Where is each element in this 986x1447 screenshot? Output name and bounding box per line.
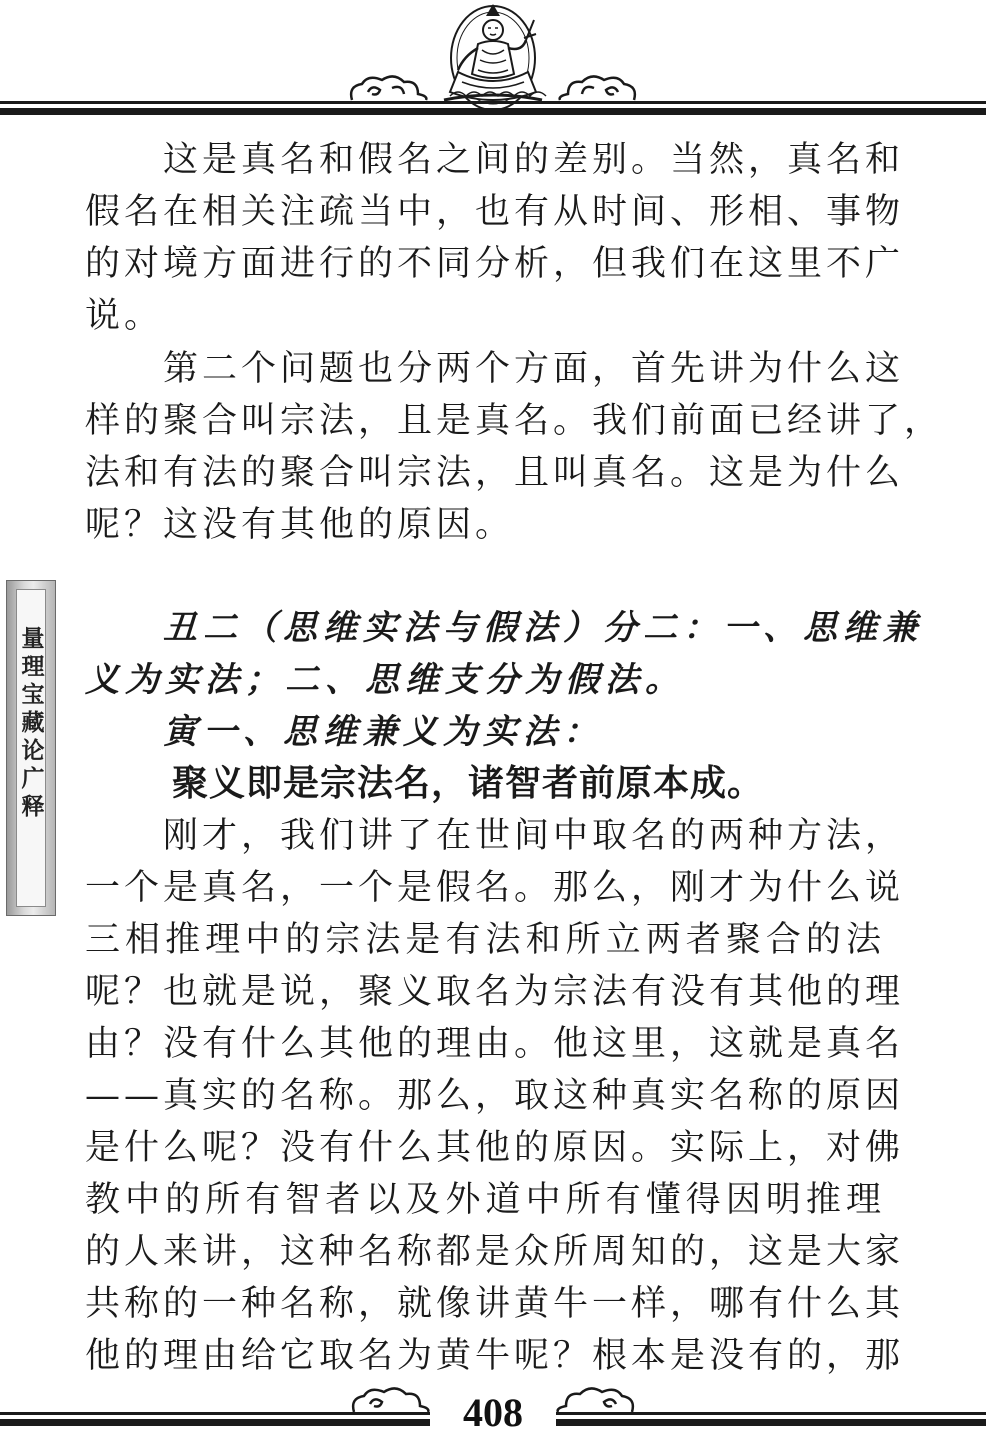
text-line: 由？没有什么其他的理由。他这里，这就是真名 [85, 1024, 905, 1064]
text-line: 共称的一种名称，就像讲黄牛一样，哪有什么其 [85, 1284, 905, 1324]
text-line: 说。 [85, 296, 164, 336]
text-line: ——真实的名称。那么，取这种真实名称的原因 [85, 1076, 905, 1116]
cloud-scroll-right-icon [558, 1388, 633, 1412]
cloud-scroll-left-icon [353, 1388, 428, 1412]
text-line: 呢？这没有其他的原因。 [85, 505, 515, 545]
text-line: 教中的所有智者以及外道中所有懂得因明推理 [85, 1180, 885, 1220]
text-line: 法和有法的聚合叫宗法，且叫真名。这是为什么 [85, 453, 905, 493]
text-line: 假名在相关注疏当中，也有从时间、形相、事物 [85, 192, 905, 232]
deity-figure-icon [444, 4, 546, 110]
book-title-side-tab [6, 580, 56, 916]
cloud-scroll-right-icon [560, 76, 635, 100]
verse-line: 聚义即是宗法名，诸智者前原本成。 [172, 763, 765, 804]
text-line: 这是真名和假名之间的差别。当然，真名和 [163, 140, 905, 180]
side-tab-panel [16, 589, 46, 907]
text-line: 他的理由给它取名为黄牛呢？根本是没有的，那 [85, 1336, 905, 1376]
text-line: 刚才，我们讲了在世间中取名的两种方法， [163, 816, 905, 856]
page-footer [0, 1382, 986, 1443]
text-line: 一个是真名，一个是假名。那么，刚才为什么说 [85, 868, 905, 908]
book-title: 量理宝藏论广释 [17, 626, 45, 822]
subsection-heading: 寅一、思维兼义为实法： [163, 712, 603, 752]
section-heading: 义为实法；二、思维支分为假法。 [85, 660, 685, 700]
text-line: 第二个问题也分两个方面，首先讲为什么这 [163, 349, 905, 389]
page-number: 408 [463, 1390, 523, 1435]
text-line: 呢？也就是说，聚义取名为宗法有没有其他的理 [85, 972, 905, 1012]
text-line: 三相推理中的宗法是有法和所立两者聚合的法 [85, 920, 885, 960]
text-line: 的对境方面进行的不同分析，但我们在这里不广 [85, 244, 905, 284]
text-line: 样的聚合叫宗法，且是真名。我们前面已经讲了， [85, 401, 944, 441]
text-line: 是什么呢？没有什么其他的原因。实际上，对佛 [85, 1128, 905, 1168]
cloud-scroll-left-icon [351, 76, 426, 100]
header-ornament [0, 0, 986, 122]
page-header [0, 0, 986, 122]
section-heading: 丑二（思维实法与假法）分二：一、思维兼 [163, 608, 923, 648]
text-line: 的人来讲，这种名称都是众所周知的，这是大家 [85, 1232, 905, 1272]
